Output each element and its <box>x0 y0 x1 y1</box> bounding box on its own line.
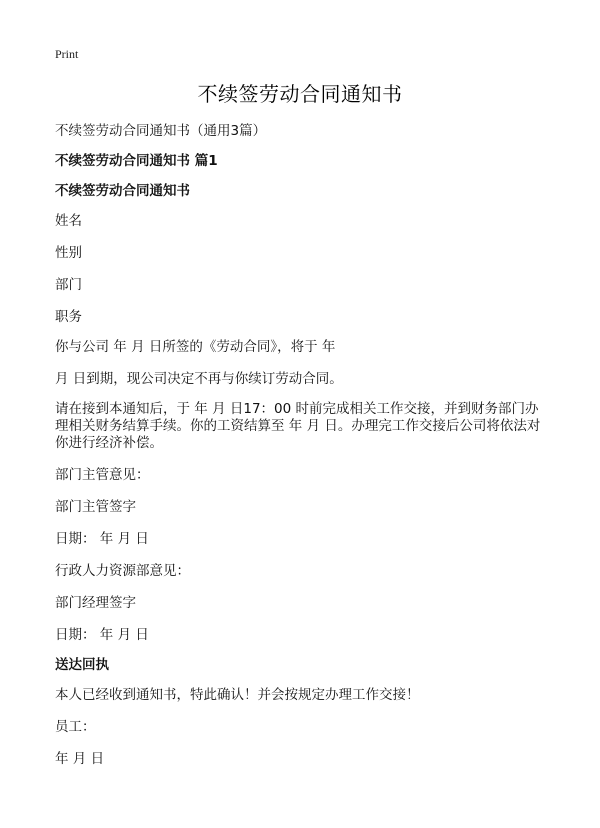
field-department: 部门 <box>55 277 82 293</box>
manager-signature: 部门经理签字 <box>55 595 136 611</box>
dept-opinion: 部门主管意见： <box>55 467 150 483</box>
date-1: 日期： 年 月 日 <box>55 531 149 547</box>
body-line-1: 你与公司 年 月 日所签的《劳动合同》，将于 年 <box>55 339 336 355</box>
hr-opinion: 行政人力资源部意见： <box>55 563 190 579</box>
field-gender: 性别 <box>55 245 82 261</box>
notice-heading: 不续签劳动合同通知书 <box>55 183 190 199</box>
employee-label: 员工： <box>55 719 96 735</box>
receipt-heading: 送达回执 <box>55 657 109 673</box>
date-2: 日期： 年 月 日 <box>55 627 149 643</box>
document-title: 不续签劳动合同通知书 <box>197 82 403 106</box>
section-heading: 不续签劳动合同通知书 篇1 <box>55 153 218 169</box>
dept-signature: 部门主管签字 <box>55 499 136 515</box>
field-name: 姓名 <box>55 213 82 229</box>
body-line-2: 月 日到期，现公司决定不再与你续订劳动合同。 <box>55 371 343 387</box>
receipt-text: 本人已经收到通知书，特此确认！并会按规定办理工作交接！ <box>55 687 420 703</box>
field-position: 职务 <box>55 309 82 325</box>
body-paragraph: 请在接到本通知后，于 年 月 日17：00 时前完成相关工作交接，并到财务部门办理相关财务结算手续。你的工资结算至 年 月 日。办理完工作交接后公司将依法对你进行经济补偿。 <box>55 401 541 451</box>
document-subtitle: 不续签劳动合同通知书（通用3篇） <box>55 123 267 139</box>
date-3: 年 月 日 <box>55 751 105 767</box>
print-label: Print <box>55 47 79 61</box>
